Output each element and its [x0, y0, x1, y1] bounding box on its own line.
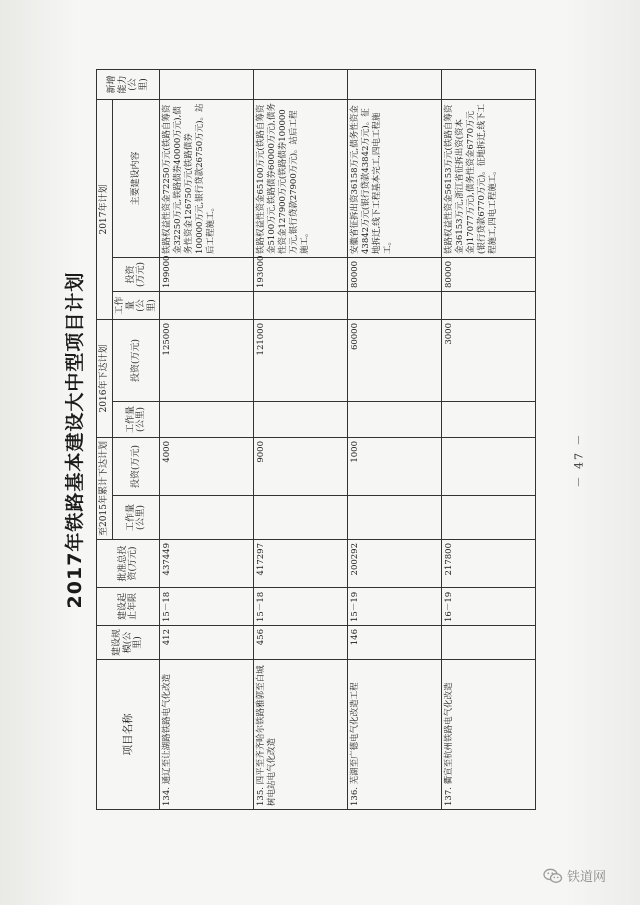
workload-2017-cell — [160, 292, 254, 320]
project-name-cell: 134. 通辽至让湖路铁路电气化改造 — [160, 660, 254, 810]
project-name-cell: 137. 衢宣至杭州铁路电气化改造 — [442, 660, 536, 810]
cumulative-workload-cell — [442, 496, 536, 540]
table-row — [348, 70, 442, 810]
investment-2017-cell: 199000 — [160, 258, 254, 292]
header-investment: 投资(万元) — [113, 258, 160, 292]
total-investment-cell: 200292 — [348, 540, 442, 588]
header-scale: 建设规模(公里) — [97, 626, 160, 660]
project-plan-table — [96, 69, 536, 810]
scale-cell: 146 — [348, 626, 442, 660]
investment-2017-cell: 80000 — [442, 258, 536, 292]
workload-2016-cell — [254, 402, 348, 438]
header-main-content: 主要建设内容 — [113, 100, 160, 258]
investment-2016-cell: 3000 — [442, 320, 536, 402]
workload-2016-cell — [160, 402, 254, 438]
workload-2016-cell — [442, 402, 536, 438]
page-number: － 47 － — [572, 432, 586, 488]
total-investment-cell: 437449 — [160, 540, 254, 588]
years-cell: 16－19 — [442, 588, 536, 626]
investment-2016-cell: 125000 — [160, 320, 254, 402]
total-investment-cell: 217800 — [442, 540, 536, 588]
investment-2017-cell: 193000 — [254, 258, 348, 292]
header-group-cumulative: 至2015年累计下达计划 — [97, 438, 113, 540]
investment-2017-cell: 80000 — [348, 258, 442, 292]
cumulative-workload-cell — [348, 496, 442, 540]
workload-2017-cell — [442, 292, 536, 320]
years-cell: 15－18 — [254, 588, 348, 626]
scale-cell: 412 — [160, 626, 254, 660]
new-capacity-cell — [254, 70, 348, 100]
cumulative-investment-cell: 9000 — [254, 438, 348, 496]
main-content-cell: 铁路权益性资金56153万元(铁路自筹资金36153万元,浙江省征拆出资(资本金)17077万元),债务性资金6770万元(银行贷款6770万元)。征地拆迁,线下工程施工,四电工程施工。 — [442, 100, 536, 258]
scale-cell: 456 — [254, 626, 348, 660]
cumulative-workload-cell — [254, 496, 348, 540]
years-cell: 15－19 — [348, 588, 442, 626]
wechat-icon — [543, 868, 563, 884]
header-project-name: 项目名称 — [97, 660, 160, 810]
document-title: 2017年铁路基本建设大中型项目计划 — [64, 271, 86, 609]
header-workload: 工作量(公里) — [113, 402, 160, 438]
header-group-2017: 2017年计划 — [97, 100, 113, 320]
table-row — [160, 70, 254, 810]
header-group-2016: 2016年下达计划 — [97, 320, 113, 438]
header-years: 建设起止年限 — [97, 588, 160, 626]
new-capacity-cell — [442, 70, 536, 100]
project-name-cell: 135. 四平至齐齐哈尔铁路雅郭至白城树电站电气化改造 — [254, 660, 348, 810]
scale-cell — [442, 626, 536, 660]
header-new-capacity: 新增能力(公里) — [97, 70, 160, 100]
investment-2016-cell: 60000 — [348, 320, 442, 402]
header-workload: 工作量(公里) — [113, 496, 160, 540]
watermark-text: 铁道网 — [567, 870, 607, 885]
main-content-cell: 铁路权益性资金65100万元(铁路自筹资金5100万元,铁路债券60000万元),债务性资金127900万元(铁路债券100000万元,银行贷款27900万元)。站后工程施工。 — [254, 100, 348, 258]
new-capacity-cell — [160, 70, 254, 100]
main-content-cell: 安徽省征拆出资36158万元,债务性资金43842万元(银行贷款43842万元)。征地拆迁,线下工程基本完工,四电工程施工。 — [348, 100, 442, 258]
cumulative-investment-cell: 1000 — [348, 438, 442, 496]
total-investment-cell: 417297 — [254, 540, 348, 588]
table-row — [442, 70, 536, 810]
header-workload: 工作量(公里) — [113, 292, 160, 320]
header-investment: 投资(万元) — [113, 438, 160, 496]
table-row — [254, 70, 348, 810]
main-content-cell: 铁路权益性资金72250万元(铁路自筹资金32250万元,铁路债券40000万元),债务性资金126750万元(铁路债券100000万元,银行贷款26750万元)。站后工程施工。 — [160, 100, 254, 258]
new-capacity-cell — [348, 70, 442, 100]
cumulative-investment-cell: 4000 — [160, 438, 254, 496]
workload-2017-cell — [348, 292, 442, 320]
header-total-investment: 批准总投资(万元) — [97, 540, 160, 588]
years-cell: 15－18 — [160, 588, 254, 626]
cumulative-workload-cell — [160, 496, 254, 540]
investment-2016-cell: 121000 — [254, 320, 348, 402]
project-name-cell: 136. 芜湖至广德电气化改造工程 — [348, 660, 442, 810]
watermark — [543, 866, 606, 885]
workload-2016-cell — [348, 402, 442, 438]
workload-2017-cell — [254, 292, 348, 320]
header-investment: 投资(万元) — [113, 320, 160, 402]
cumulative-investment-cell — [442, 438, 536, 496]
rotated-page — [62, 70, 582, 810]
